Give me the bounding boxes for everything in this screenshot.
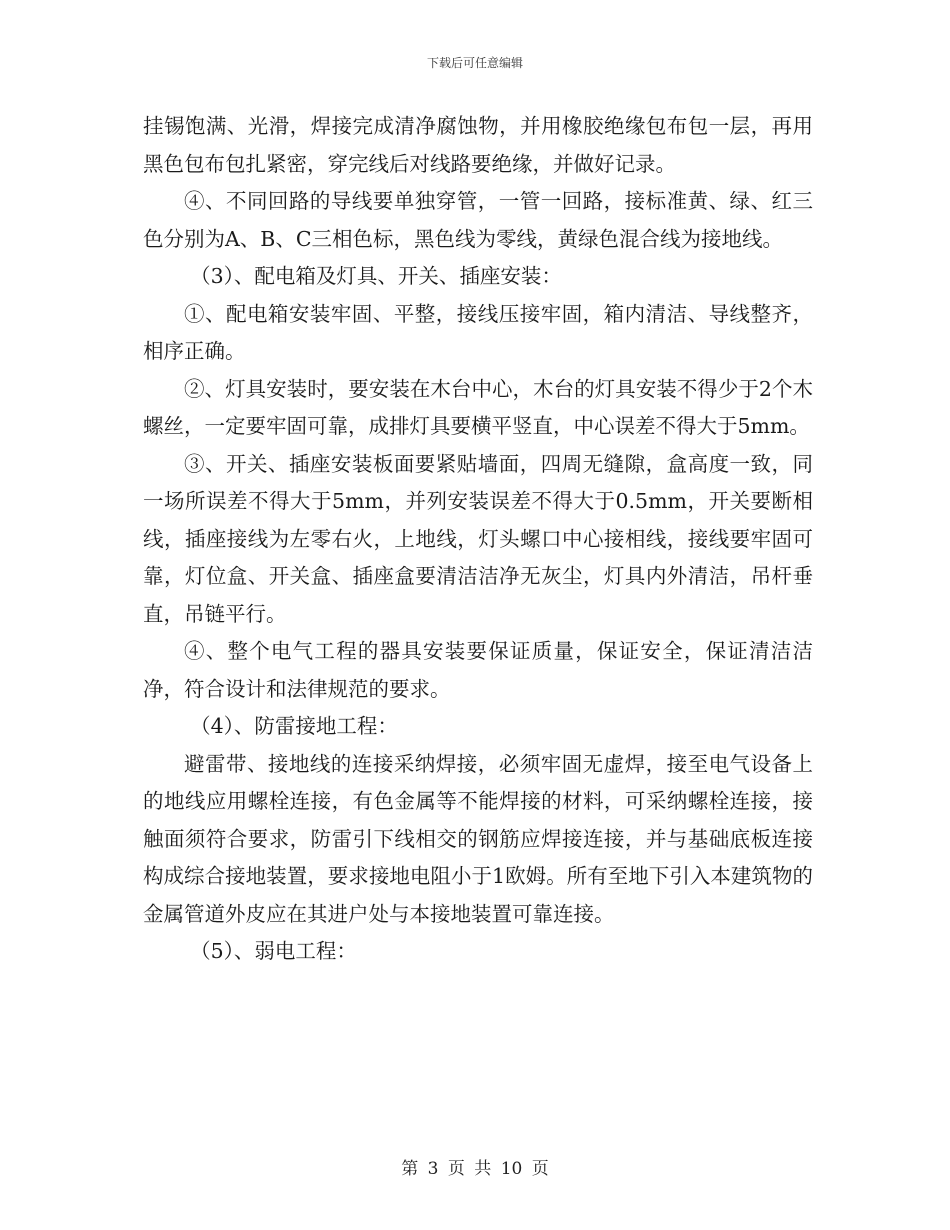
paragraph-continuation: 挂锡饱满、光滑，焊接完成清净腐蚀物，并用橡胶绝缘包布包一层，再用黑色包布包扎紧密，穿完线后对线路要绝缘，并做好记录。 xyxy=(143,114,813,176)
paragraph-lightning-grounding: 避雷带、接地线的连接采纳焊接，必须牢固无虚焊，接至电气设备上的地线应用螺栓连接，有色金属等不能焊接的材料，可采纳螺栓连接，接触面须符合要求，防雷引下线相交的钢筋应焊接连接，并与基础底板连接构成综合接地装置，要求接地电阻小于1欧姆。所有至地下引入本建筑物的金属管道外皮应在其进户处与本接地装置可靠连接。 xyxy=(143,751,813,926)
document-body xyxy=(143,108,813,971)
section-heading-4: （4）、防雷接地工程： xyxy=(190,714,398,738)
paragraph-item-1-distribution-box: ①、配电箱安装牢固、平整，接线压接牢固，箱内清洁、导线整齐，相序正确。 xyxy=(143,301,813,363)
paragraph-item-2-lamps: ②、灯具安装时，要安装在木台中心，木台的灯具安装不得少于2个木螺丝，一定要牢固可靠，成排灯具要横平竖直，中心误差不得大于5mm。 xyxy=(143,376,813,438)
section-heading-3: （3）、配电箱及灯具、开关、插座安装： xyxy=(190,264,562,288)
page-header: 下载后可任意编辑 xyxy=(426,56,523,70)
paragraph-item-3-switches-sockets: ③、开关、插座安装板面要紧贴墙面，四周无缝隙，盒高度一致，同一场所误差不得大于5mm，并列安装误差不得大于0.5mm，开关要断相线，插座接线为左零右火，上地线，灯头螺口中心接相线，接线要牢固可靠，灯位盒、开关盒、插座盒要清洁洁净无灰尘，灯具内外清洁，吊杆垂直，吊链平行。 xyxy=(143,451,813,626)
page-number-footer: 第 3 页 共 10 页 xyxy=(401,1159,549,1179)
paragraph-item-4-quality: ④、整个电气工程的器具安装要保证质量，保证安全，保证清洁洁净，符合设计和法律规范的要求。 xyxy=(143,639,813,701)
section-heading-5: （5）、弱电工程： xyxy=(190,939,357,963)
paragraph-item-4-wiring: ④、不同回路的导线要单独穿管，一管一回路，接标准黄、绿、红三色分别为A、B、C三相色标，黑色线为零线，黄绿色混合线为接地线。 xyxy=(143,189,813,251)
